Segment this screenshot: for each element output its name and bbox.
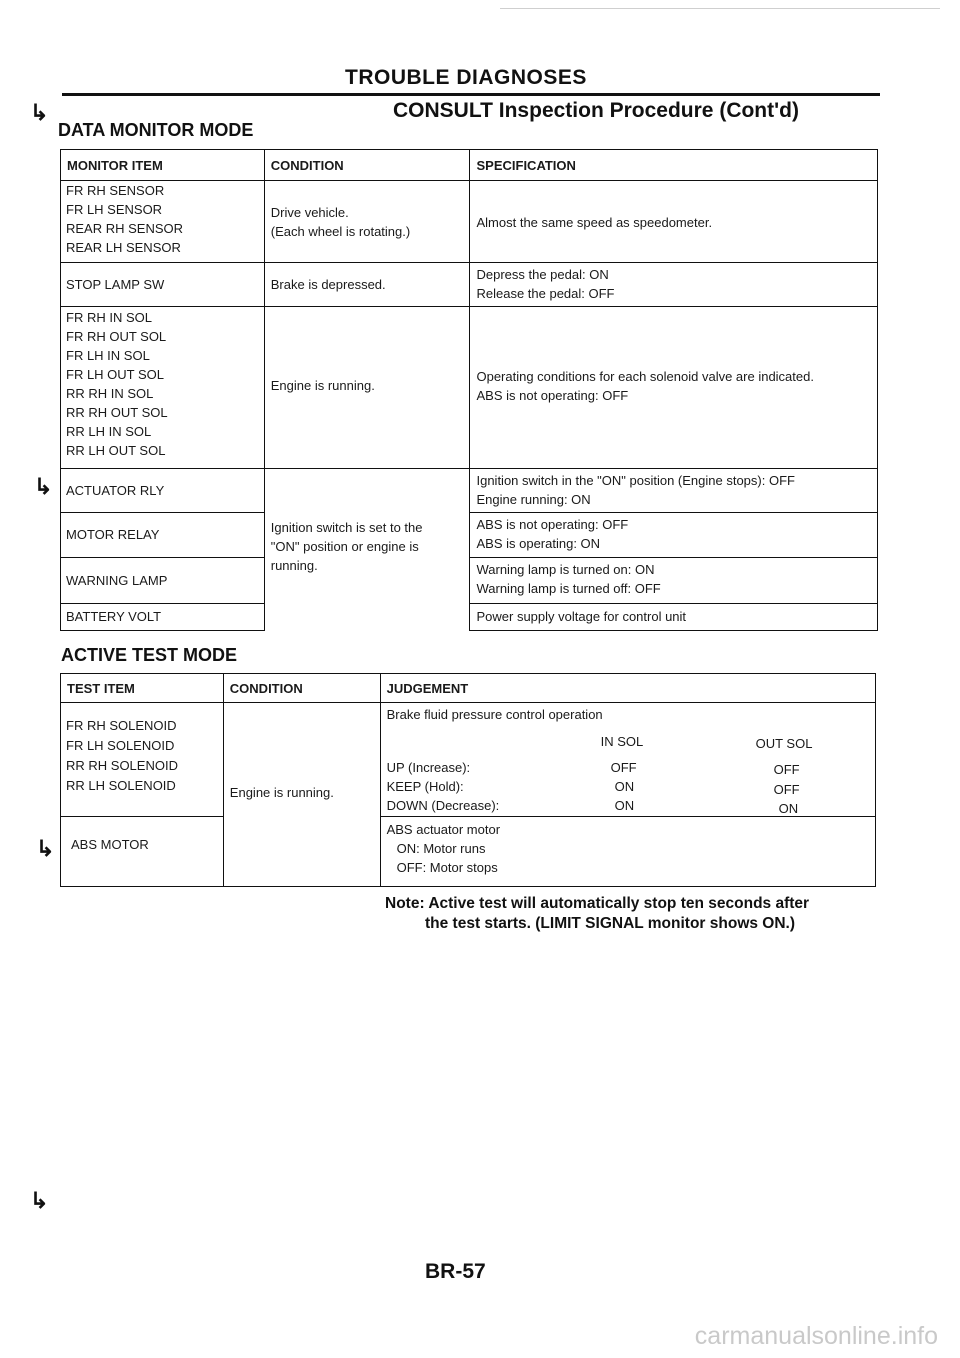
test-item: FR LH SOLENOID <box>66 738 175 753</box>
in-sol-header: IN SOL <box>600 734 644 749</box>
specification-text: ABS is operating: ON <box>476 536 601 551</box>
monitor-item: MOTOR RELAY <box>66 527 160 542</box>
specification-text: Engine running: ON <box>476 492 591 507</box>
data-monitor-table <box>60 149 878 631</box>
column-header: JUDGEMENT <box>386 681 469 696</box>
monitor-item: WARNING LAMP <box>66 573 168 588</box>
monitor-item: FR RH OUT SOL <box>66 329 167 344</box>
note-line: the test starts. (LIMIT SIGNAL monitor shows ON.) <box>425 915 796 932</box>
monitor-item: REAR RH SENSOR <box>66 221 184 236</box>
specification-text: ABS is not operating: OFF <box>476 388 629 403</box>
out-sol-value: OFF <box>773 762 800 777</box>
monitor-item: FR RH IN SOL <box>66 310 152 325</box>
table-row <box>61 263 878 307</box>
operation-label: DOWN (Decrease): <box>386 798 500 813</box>
judgement-text: ABS actuator motor <box>386 822 501 837</box>
table-row <box>61 513 878 558</box>
column-header: SPECIFICATION <box>476 158 576 173</box>
out-sol-header: OUT SOL <box>755 736 813 751</box>
in-sol-value: OFF <box>610 760 637 775</box>
in-sol-value: ON <box>614 798 635 813</box>
operation-label: UP (Increase): <box>386 760 471 775</box>
judgement-text: OFF: Motor stops <box>396 860 498 875</box>
monitor-item: FR LH SENSOR <box>66 202 163 217</box>
specification-text: Release the pedal: OFF <box>476 286 615 301</box>
specification-text: Depress the pedal: ON <box>476 267 609 282</box>
out-sol-value: ON <box>778 801 799 816</box>
condition-text: Ignition switch is set to the <box>270 520 423 535</box>
test-item: RR LH SOLENOID <box>66 778 176 793</box>
column-header: MONITOR ITEM <box>67 158 163 173</box>
monitor-item: STOP LAMP SW <box>66 277 165 292</box>
operation-label: KEEP (Hold): <box>386 779 464 794</box>
scan-edge-line <box>500 8 940 9</box>
condition-text: (Each wheel is rotating.) <box>270 224 411 239</box>
note <box>385 894 809 934</box>
watermark: carmanualsonline.info <box>694 1322 938 1350</box>
table-row <box>61 604 878 631</box>
specification-text: Warning lamp is turned on: ON <box>476 562 655 577</box>
revision-mark-icon: ↳ <box>36 836 55 861</box>
monitor-item: ACTUATOR RLY <box>66 483 165 498</box>
condition-text: "ON" position or engine is <box>270 539 419 554</box>
table-row <box>61 558 878 604</box>
note-line: Note: Active test will automatically stop ten seconds after <box>385 895 810 912</box>
table-header-row <box>61 150 878 181</box>
monitor-item: BATTERY VOLT <box>66 609 162 624</box>
condition-text: Engine is running. <box>270 378 375 393</box>
out-sol-value: OFF <box>773 782 800 797</box>
monitor-item: RR RH OUT SOL <box>66 405 168 420</box>
table-row <box>61 181 878 263</box>
condition-text: Drive vehicle. <box>270 205 349 220</box>
monitor-item: RR LH IN SOL <box>66 424 152 439</box>
table-row <box>61 469 878 513</box>
page-title: TROUBLE DIAGNOSES <box>345 66 587 89</box>
specification-text: Ignition switch in the "ON" position (Engine stops): OFF <box>476 473 795 488</box>
condition-text: running. <box>270 558 318 573</box>
test-item: ABS MOTOR <box>71 837 149 852</box>
in-sol-value: ON <box>614 779 635 794</box>
page-number: BR-57 <box>425 1260 486 1283</box>
active-test-table <box>60 673 876 887</box>
monitor-item: RR LH OUT SOL <box>66 443 166 458</box>
table-row <box>61 817 876 887</box>
specification-text: Almost the same speed as speedometer. <box>476 215 713 230</box>
specification-text: Operating conditions for each solenoid valve are indicated. <box>476 369 814 384</box>
test-item: RR RH SOLENOID <box>66 758 178 773</box>
revision-mark-icon: ↳ <box>30 100 49 125</box>
judgement-heading: Brake fluid pressure control operation <box>386 707 603 722</box>
condition-text: Brake is depressed. <box>270 277 386 292</box>
condition-text: Engine is running. <box>229 785 334 800</box>
table-header-row <box>61 674 876 703</box>
judgement-text: ON: Motor runs <box>396 841 486 856</box>
monitor-item: RR RH IN SOL <box>66 386 154 401</box>
specification-text: ABS is not operating: OFF <box>476 517 629 532</box>
column-header: CONDITION <box>229 681 303 696</box>
revision-mark-icon: ↳ <box>34 474 53 499</box>
monitor-item: REAR LH SENSOR <box>66 240 181 255</box>
table-row <box>61 703 876 817</box>
monitor-item: FR LH IN SOL <box>66 348 150 363</box>
specification-text: Power supply voltage for control unit <box>476 609 687 624</box>
table-row <box>61 307 878 469</box>
specification-text: Warning lamp is turned off: OFF <box>476 581 661 596</box>
revision-mark-icon: ↳ <box>30 1188 49 1213</box>
data-monitor-title: DATA MONITOR MODE <box>58 120 254 140</box>
page-subtitle: CONSULT Inspection Procedure (Cont'd) <box>393 99 799 122</box>
monitor-item: FR RH SENSOR <box>66 183 165 198</box>
column-header: CONDITION <box>270 158 344 173</box>
test-item: FR RH SOLENOID <box>66 718 177 733</box>
column-header: TEST ITEM <box>67 681 135 696</box>
active-test-title: ACTIVE TEST MODE <box>61 645 238 665</box>
monitor-item: FR LH OUT SOL <box>66 367 165 382</box>
header-rule <box>62 93 880 96</box>
